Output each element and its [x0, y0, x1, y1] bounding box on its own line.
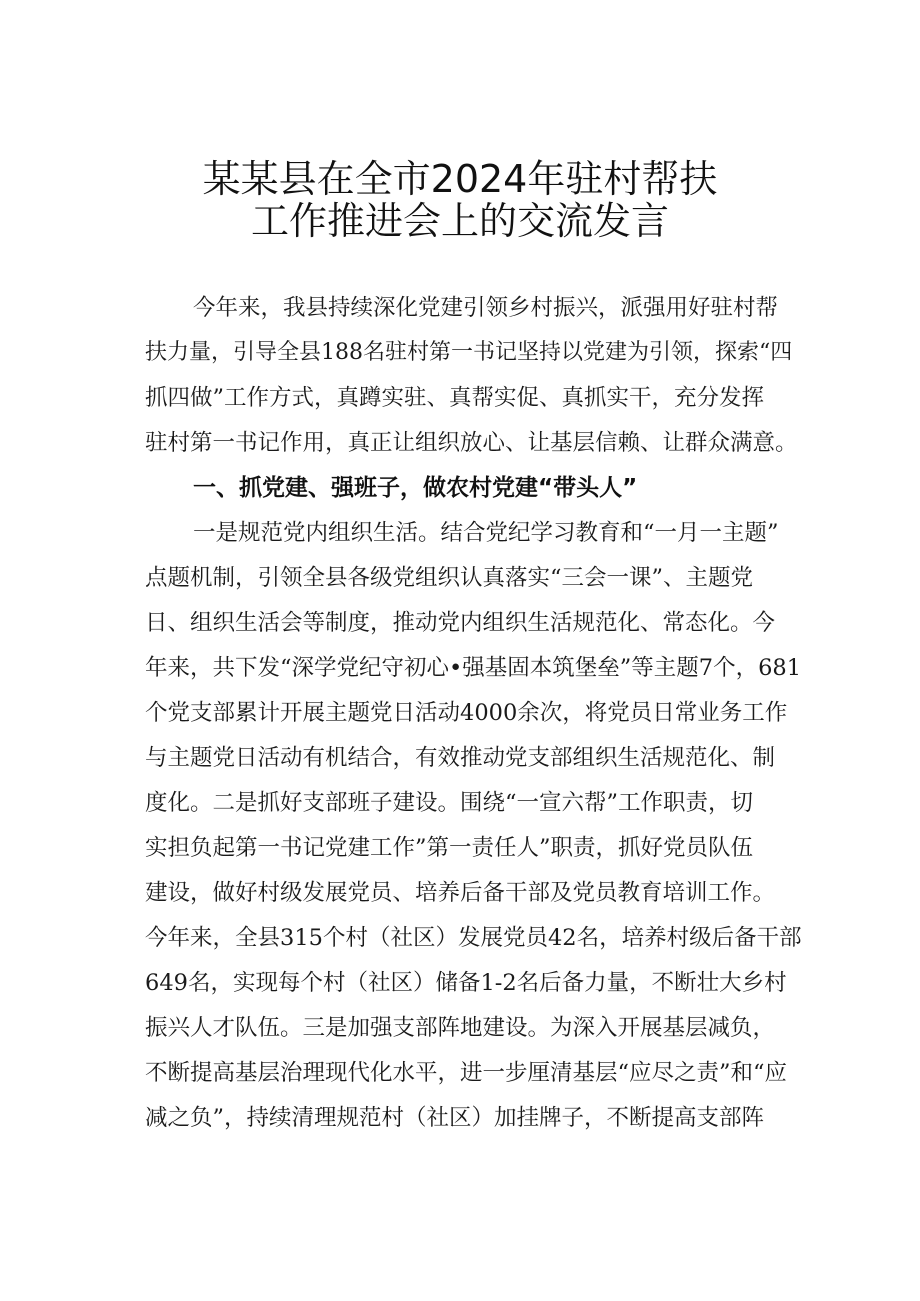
body-line: 振兴人才队伍。三是加强支部阵地建设。为深入开展基层减负， [145, 1015, 776, 1041]
section-heading: 一、抓党建、强班子，做农村党建“带头人” [193, 475, 638, 501]
body-line: 一是规范党内组织生活。结合党纪学习教育和“一月一主题” [193, 520, 779, 546]
body-line: 日、组织生活会等制度，推动党内组织生活规范化、常态化。今 [145, 610, 776, 636]
body-line: 649名，实现每个村（社区）储备1-2名后备力量，不断壮大乡村 [145, 970, 787, 996]
document-title-line-2: 工作推进会上的交流发言 [250, 199, 669, 243]
body-line: 个党支部累计开展主题党日活动4000余次，将党员日常业务工作 [145, 700, 788, 726]
body-line: 建设，做好村级发展党员、培养后备干部及党员教育培训工作。 [145, 880, 776, 906]
body-line: 度化。二是抓好支部班子建设。围绕“一宣六帮”工作职责，切 [145, 790, 754, 816]
body-line: 实担负起第一书记党建工作”第一责任人”职责，抓好党员队伍 [145, 835, 754, 861]
body-line: 与主题党日活动有机结合，有效推动党支部组织生活规范化、制 [145, 745, 776, 771]
intro-line: 抓四做”工作方式，真蹲实驻、真帮实促、真抓实干，充分发挥 [145, 385, 765, 411]
document-title-line-1: 某某县在全市2024年驻村帮扶 [202, 157, 718, 201]
body-line: 今年来，全县315个村（社区）发展党员42名，培养村级后备干部 [145, 925, 802, 951]
body-line: 不断提高基层治理现代化水平，进一步厘清基层“应尽之责”和“应 [145, 1060, 788, 1086]
intro-line: 扶力量，引导全县188名驻村第一书记坚持以党建为引领，探索“四 [145, 340, 793, 365]
body-line: 点题机制，引领全县各级党组织认真落实“三会一课”、主题党 [145, 565, 754, 591]
intro-line: 驻村第一书记作用，真正让组织放心、让基层信赖、让群众满意。 [145, 430, 798, 456]
body-line: 年来，共下发“深学党纪守初心•强基固本筑堡垒”等主题7个，681 [145, 655, 802, 681]
intro-line: 今年来，我县持续深化党建引领乡村振兴，派强用好驻村帮 [193, 295, 779, 321]
body-line: 减之负”，持续清理规范村（社区）加挂牌子，不断提高支部阵 [145, 1105, 765, 1131]
